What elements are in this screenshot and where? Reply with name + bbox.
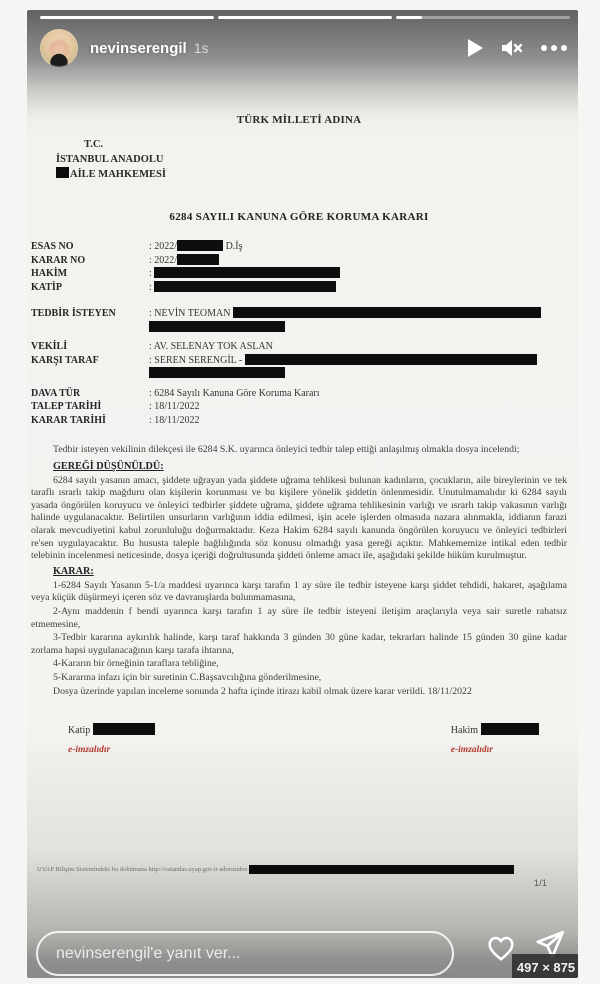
court-document: [27, 85, 578, 755]
field-value: : 6284 Sayılı Kanuna Göre Koruma Kararı: [149, 387, 320, 399]
court-line-city: İSTANBUL ANADOLU: [56, 154, 164, 165]
field-label: KARAR TARİHİ: [31, 414, 106, 426]
reply-input[interactable]: [36, 931, 454, 976]
progress-segment: [40, 16, 214, 19]
field-value: :: [149, 267, 340, 281]
court-name-block: [56, 137, 567, 182]
more-options-icon[interactable]: [540, 44, 568, 52]
field-row: [31, 267, 567, 281]
signature-row: [31, 723, 567, 755]
field-value: : 18/11/2022: [149, 414, 200, 426]
karar-item: 5-Kararına infazı için bir suretinin C.Başsavcılığına gönderilmesine,: [53, 671, 322, 683]
field-value: : 2022/ D.İş: [149, 241, 243, 252]
redaction-bar: [56, 167, 69, 178]
karar-item: 1-6284 Sayılı Yasanın 5-1/a maddesi uyarınca karşı tarafın 1 ay süre ile tedbir isteyene karşı şiddet tehdidi, hakaret, aşağılama veya küçük düşürmeyi içeren söz ve davranışlarda bulunmamasına,: [31, 579, 567, 604]
field-value: : NEVİN TEOMAN: [149, 307, 541, 321]
signature-hakim: Hakim e-imzalıdır: [451, 723, 539, 755]
field-row: [31, 400, 567, 414]
gerekce-heading: GEREĞİ DÜŞÜNÜLDÜ:: [53, 460, 164, 472]
field-label: DAVA TÜR: [31, 387, 81, 399]
field-label: KARAR NO: [31, 254, 86, 266]
field-row: [31, 340, 567, 354]
field-label: TALEP TARİHİ: [31, 401, 102, 412]
uyap-footnote-text: UYAP Bilişim Sistemindeki bu dokümana http://vatandas.uyap.gov.tr adresinden: [37, 866, 248, 873]
redaction-bar: [177, 240, 223, 251]
field-value-continued: [31, 367, 567, 381]
redaction-bar: [481, 723, 539, 735]
field-value-continued: [31, 321, 567, 335]
redaction-bar: [93, 723, 155, 735]
field-row: [31, 281, 567, 295]
field-row: [31, 240, 567, 254]
field-row: [31, 387, 567, 401]
play-icon[interactable]: [466, 38, 484, 58]
field-label: KARŞI TARAF: [31, 354, 99, 366]
document-header: TÜRK MİLLETİ ADINA: [236, 114, 362, 126]
field-row: [31, 254, 567, 268]
story-frame[interactable]: [27, 10, 578, 978]
redaction-bar: [245, 354, 537, 365]
avatar[interactable]: [40, 29, 78, 67]
field-label: HAKİM: [31, 268, 68, 279]
redaction-bar: [154, 267, 340, 278]
field-label: KATİP: [31, 281, 62, 293]
username[interactable]: nevinserengil: [90, 39, 187, 57]
intro-paragraph: Tedbir isteyen vekilinin dilekçesi ile 6284 S.K. uyarınca önleyici tedbir talep ettiği anlaşılmış olmakla dosya incelendi;: [53, 444, 520, 455]
progress-segment: [218, 16, 392, 19]
karar-item: 4-Kararın bir örneğinin taraflara tebliğine,: [53, 658, 219, 670]
signature-katip: Katip e-imzalıdır: [68, 723, 155, 755]
page-indicator: 1/1: [533, 878, 547, 889]
karar-item: 2-Aynı maddenin f bendi uyarınca karşı tarafın 1 ay süre ile tedbir isteyeni iletişim araçlarıyla veya sair suretle rahatsız etmemesine,: [31, 605, 567, 630]
karar-item: 3-Tedbir kararına aykırılık halinde, karşı taraf hakkında 3 günden 30 güne kadar, tekrarları halinde 15 günden 30 güne kadar zorlama hapsi uygulanacağının karşı tarafa ihtarına,: [31, 632, 567, 656]
story-timestamp: 1s: [193, 40, 209, 56]
document-fields: [31, 240, 567, 427]
field-value: : 2022/: [149, 254, 219, 268]
redaction-bar: [154, 281, 336, 292]
field-label: ESAS NO: [31, 241, 74, 252]
reply-placeholder: nevinserengil'e yanıt ver...: [56, 944, 241, 962]
court-line-tc: T.C.: [84, 139, 104, 150]
redaction-bar: [149, 367, 285, 378]
field-row: [31, 354, 567, 368]
document-footnote: [37, 865, 567, 874]
field-row: [31, 414, 567, 428]
field-value: : 18/11/2022: [149, 401, 200, 412]
karar-heading: KARAR:: [53, 565, 94, 577]
field-value: : AV. SELENAY TOK ASLAN: [149, 341, 273, 352]
story-progress-bar: [40, 16, 570, 19]
court-line-court: AİLE MAHKEMESİ: [56, 167, 567, 182]
document-title: 6284 SAYILI KANUNA GÖRE KORUMA KARARI: [169, 211, 429, 223]
field-label: TEDBİR İSTEYEN: [31, 308, 116, 319]
redaction-bar: [149, 321, 285, 332]
image-dimensions-badge: 497 × 875: [512, 954, 578, 978]
progress-segment: [396, 16, 570, 19]
esign-left: e-imzalıdır: [68, 745, 111, 756]
closing-line: Dosya üzerinde yapılan inceleme sonunda 2 hafta içinde itirazı kabil olmak üzere karar verildi. 18/11/2022: [53, 685, 472, 697]
redaction-bar: [177, 254, 219, 265]
redaction-bar: [249, 865, 514, 874]
karar-items: [31, 580, 567, 685]
field-value: :: [149, 281, 336, 295]
field-value: : SEREN SERENGİL -: [149, 354, 537, 368]
redaction-bar: [233, 307, 541, 318]
field-label: VEKİLİ: [31, 341, 68, 352]
field-row: [31, 307, 567, 321]
esign-right: e-imzalıdır: [450, 745, 494, 756]
mute-icon[interactable]: [501, 38, 523, 58]
story-header: [40, 28, 568, 68]
gerekce-body: 6284 sayılı yasanın amacı, şiddete uğrayan yada şiddete uğrama tehlikesi bulunan kadınların, çocukların, aile bireylerinin ve tek taraflı ısrarlı takip mağduru olan kişilerin korunması ve bu kişilere yönelik şiddetin önlenmesidir. Unutulmamalıdır ki 6284 sayılı yasada öngörülen koruyucu ve önleyici tedbirler şiddete uğrama, şiddete uğrama tehlikesinin varlığı ve ısrarlı takip vakasının varlığı halinde uygulanacaktır. Belirtilen unsurların varlığının iddia edilmesi, işin acele işlerden olmasıda nazara alınmakla, iddianın farazi olarak mevcudiyetini kabul zorunluluğu doğurmaktadır. Keza Hakim 6284 sayılı kanunda öngörülen koruyucu ve önleyici tedbirleri re'sen uygulayacaktır. Bu hususta taleple bağlılığında söz konusu olmadığı yasa gereği açıktır. Mahkememize intikal eden tedbir telebinin incelenmesi neticesinde, dosya içeriği doğrultusunda şiddeti önleme amacı ile, aşağıdaki şekilde hüküm kurulmuştur.: [31, 474, 567, 562]
